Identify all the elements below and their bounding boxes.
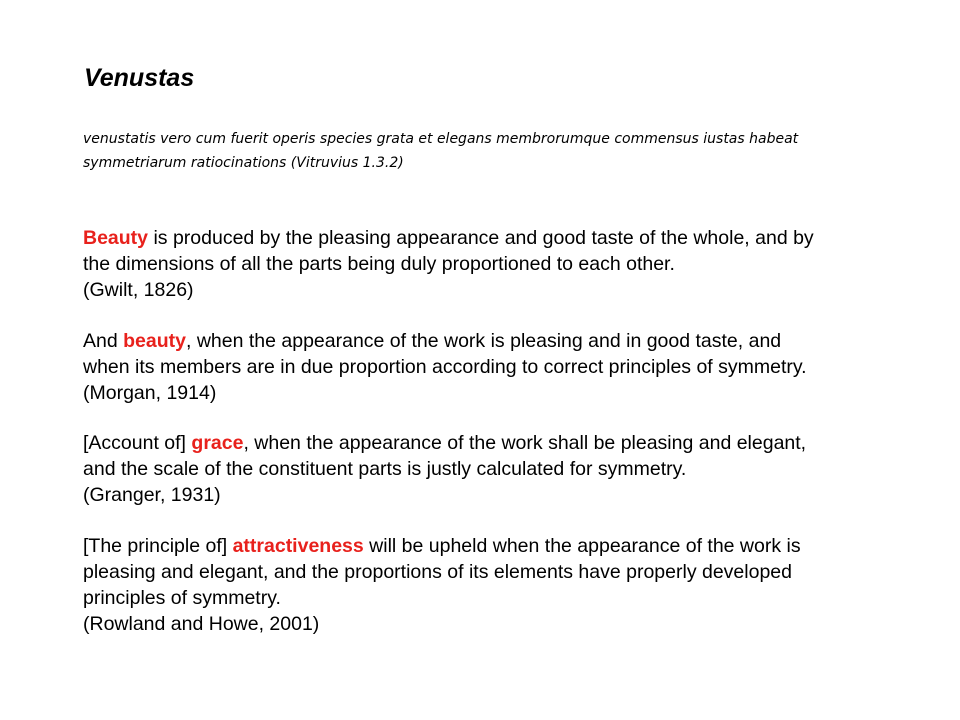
- quote-line: when its members are in due proportion according to correct principles of symmetry.: [83, 356, 807, 378]
- quote-gwilt: [83, 225, 814, 303]
- quote-keyword: beauty: [123, 330, 186, 352]
- quote-line: the dimensions of all the parts being duly proportioned to each other.: [83, 253, 675, 275]
- quote-line: and the scale of the constituent parts is justly calculated for symmetry.: [83, 458, 687, 480]
- quote-line: [83, 225, 814, 251]
- quote-line: [83, 430, 806, 456]
- quote-keyword: grace: [191, 432, 244, 454]
- quote-citation: (Morgan, 1914): [83, 382, 217, 404]
- latin-line-2: symmetriarum ratiocinations (Vitruvius 1.3.2): [83, 155, 404, 171]
- latin-epigraph: [83, 127, 883, 175]
- quote-text: will be upheld when the appearance of the work is: [363, 535, 801, 557]
- latin-line-1: venustatis vero cum fuerit operis species grata et elegans membrorumque commensus iustas habeat: [83, 131, 799, 147]
- quote-rowland-howe: [83, 533, 801, 637]
- quote-line: [83, 533, 801, 559]
- quote-keyword: attractiveness: [232, 535, 364, 557]
- quote-morgan: [83, 328, 807, 406]
- quote-text: , when the appearance of the work shall be pleasing and elegant,: [243, 432, 807, 454]
- quote-text: , when the appearance of the work is pleasing and in good taste, and: [185, 330, 782, 352]
- quote-lead-text: [The principle of]: [83, 535, 233, 557]
- quote-granger: [83, 430, 806, 508]
- quote-keyword: Beauty: [83, 227, 149, 249]
- quote-lead-text: And: [83, 330, 124, 352]
- quote-citation: (Rowland and Howe, 2001): [83, 613, 320, 635]
- quote-line: pleasing and elegant, and the proportions of its elements have properly developed: [83, 561, 792, 583]
- quote-citation: (Gwilt, 1826): [83, 279, 194, 301]
- slide-title: Venustas: [84, 64, 195, 92]
- quote-text: is produced by the pleasing appearance and good taste of the whole, and by: [148, 227, 814, 249]
- quote-line: [83, 328, 807, 354]
- quote-lead-text: [Account of]: [83, 432, 192, 454]
- quote-line: principles of symmetry.: [83, 587, 281, 609]
- quote-citation: (Granger, 1931): [83, 484, 221, 506]
